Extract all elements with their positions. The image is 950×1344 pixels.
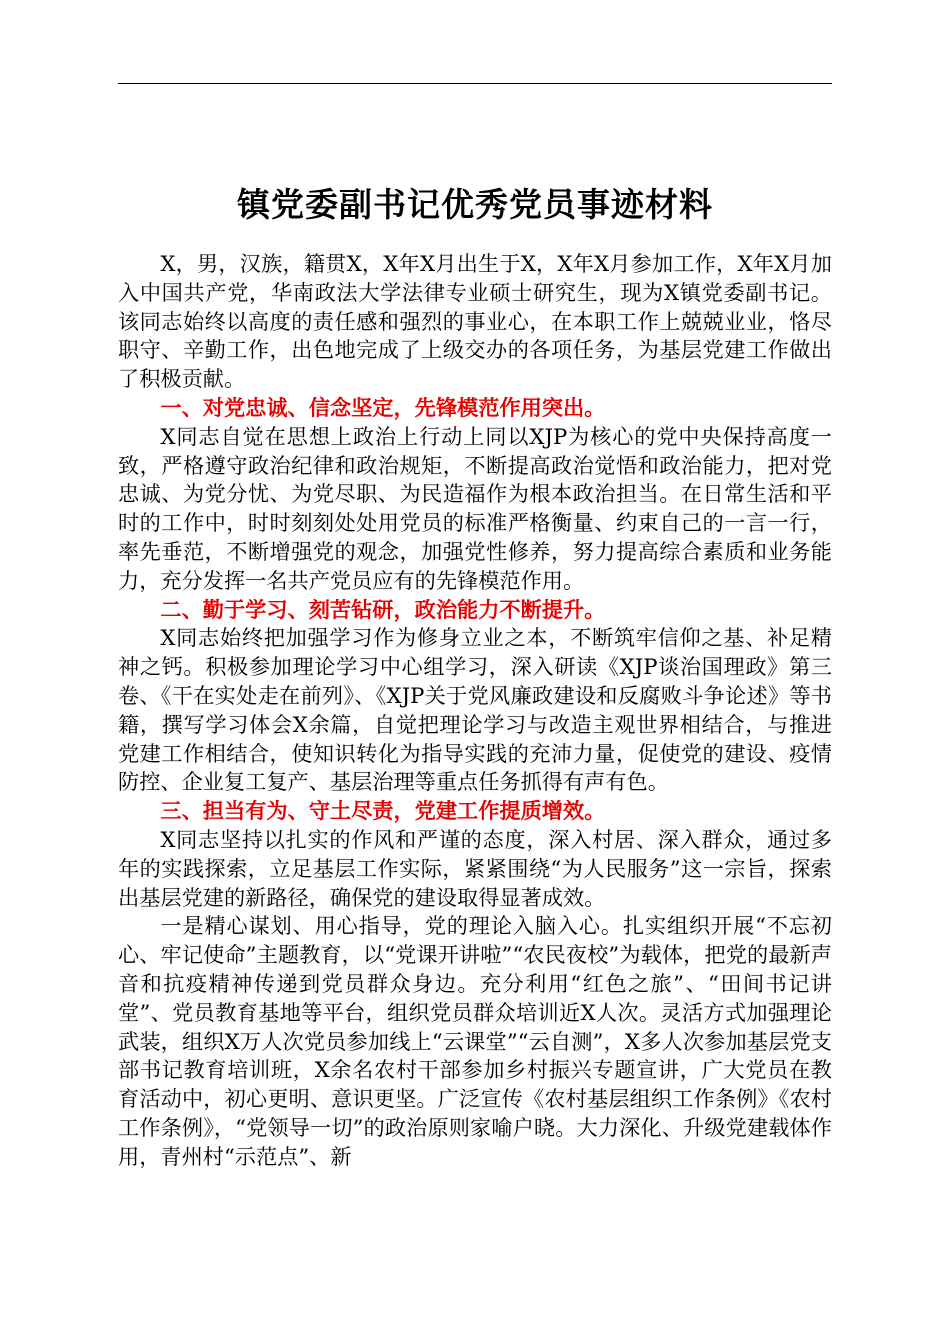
body-paragraph: X同志始终把加强学习作为修身立业之本，不断筑牢信仰之基、补足精神之钙。积极参加理论学习中心组学习，深入研读《XJP谈治国理政》第三卷、《干在实处走在前列》、《XJP关于党风廉政建设和反腐败斗争论述》等书籍，撰写学习体会X余篇，自觉把理论学习与改造主观世界相结合，与推进党建工作相结合，使知识转化为指导实践的充沛力量，促使党的建设、疫情防控、企业复工复产、基层治理等重点任务抓得有声有色。: [118, 625, 832, 795]
body-paragraph: X同志坚持以扎实的作风和严谨的态度，深入村居、深入群众，通过多年的实践探索，立足基层工作实际，紧紧围绕“为人民服务”这一宗旨，探索出基层党建的新路径，确保党的建设取得显著成效。: [118, 826, 832, 910]
body-paragraph: X同志自觉在思想上政治上行动上同以XJP为核心的党中央保持高度一致，严格遵守政治纪律和政治规矩，不断提高政治觉悟和政治能力，把对党忠诚、为党分忧、为党尽职、为民造福作为根本政治担当。在日常生活和平时的工作中，时时刻刻处处用党员的标准严格衡量、约束自己的一言一行，率先垂范，不断增强党的观念，加强党性修养，努力提高综合素质和业务能力，充分发挥一名共产党员应有的先锋模范作用。: [118, 423, 832, 593]
body-paragraph: 一是精心谋划、用心指导，党的理论入脑入心。扎实组织开展“不忘初心、牢记使命”主题教育，以“党课开讲啦”“农民夜校”为载体，把党的最新声音和抗疫精神传递到党员群众身边。充分利用“红色之旅”、“田间书记讲堂”、党员教育基地等平台，组织党员群众培训近X人次。灵活方式加强理论武装，组织X万人次党员参加线上“云课堂”“云自测”，X多人次参加基层党支部书记教育培训班，X余名农村干部参加乡村振兴专题宣讲，广大党员在教育活动中，初心更明、意识更坚。广泛宣传《农村基层组织工作条例》《农村工作条例》，“党领导一切”的政治原则家喻户晓。大力深化、升级党建载体作用，青州村“示范点”、新: [118, 913, 832, 1169]
section-heading-3: 三、担当有为、守土尽责，党建工作提质增效。: [160, 798, 606, 824]
section-heading-2: 二、勤于学习、刻苦钻研，政治能力不断提升。: [160, 596, 606, 622]
document-title: 镇党委副书记优秀党员事迹材料: [237, 185, 713, 224]
header-rule: [118, 83, 832, 84]
body-paragraph: X，男，汉族，籍贯X，X年X月出生于X，X年X月参加工作，X年X月加入中国共产党，华南政法大学法律专业硕士研究生，现为X镇党委副书记。该同志始终以高度的责任感和强烈的事业心，在本职工作上兢兢业业，恪尽职守、辛勤工作，出色地完成了上级交办的各项任务，为基层党建工作做出了积极贡献。: [118, 251, 832, 392]
section-heading-1: 一、对党忠诚、信念坚定，先锋模范作用突出。: [160, 394, 606, 420]
document-body: [118, 250, 832, 1172]
